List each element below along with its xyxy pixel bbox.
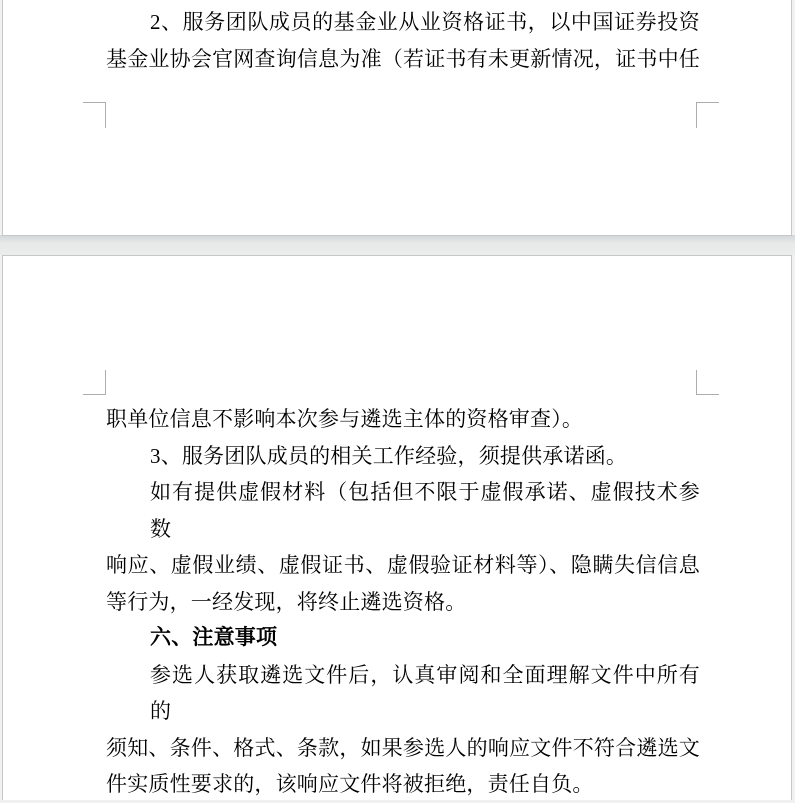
section-heading[interactable]: 六、注意事项 — [150, 626, 278, 649]
text-boundary-mark-top-left — [83, 394, 106, 395]
text-line[interactable]: 件实质性要求的，该响应文件将被拒绝，责任自负。 — [106, 772, 594, 796]
text-boundary-mark-bottom-left — [83, 102, 106, 103]
text-line[interactable]: 职单位信息不影响本次参与遴选主体的资格审查）。 — [106, 407, 584, 431]
text-boundary-mark-top-right — [696, 370, 697, 395]
text-boundary-mark-bottom-left — [105, 102, 106, 128]
page-gap — [0, 235, 795, 255]
text-boundary-mark-top-left — [105, 370, 106, 395]
text-line[interactable]: 3、服务团队成员的相关工作经验，须提供承诺函。 — [150, 443, 628, 468]
document-page-1[interactable] — [2, 0, 792, 236]
text-line[interactable]: 参选人获取遴选文件后，认真审阅和全面理解文件中所有的 — [150, 662, 700, 723]
text-line[interactable]: 等行为，一经发现，将终止遴选资格。 — [106, 589, 467, 614]
document-page-2[interactable] — [2, 255, 792, 800]
text-boundary-mark-bottom-right — [696, 102, 719, 103]
text-boundary-mark-top-right — [696, 394, 719, 395]
text-line[interactable]: 2、服务团队成员的基金业从业资格证书，以中国证券投资 — [150, 10, 700, 34]
page-1-text-block — [106, 4, 700, 78]
text-line[interactable]: 如有提供虚假材料（包括但不限于虚假承诺、虚假技术参数 — [150, 480, 700, 541]
text-line[interactable]: 响应、虚假业绩、虚假证书、虚假验证材料等）、隐瞒失信信息 — [106, 553, 700, 577]
page-2-text-block — [106, 401, 700, 803]
text-boundary-mark-bottom-right — [696, 102, 697, 128]
text-line[interactable]: 基金业协会官网查询信息为准（若证书有未更新情况，证书中任 — [106, 47, 700, 71]
text-line[interactable]: 须知、条件、格式、条款，如果参选人的响应文件不符合遴选文 — [106, 735, 700, 760]
